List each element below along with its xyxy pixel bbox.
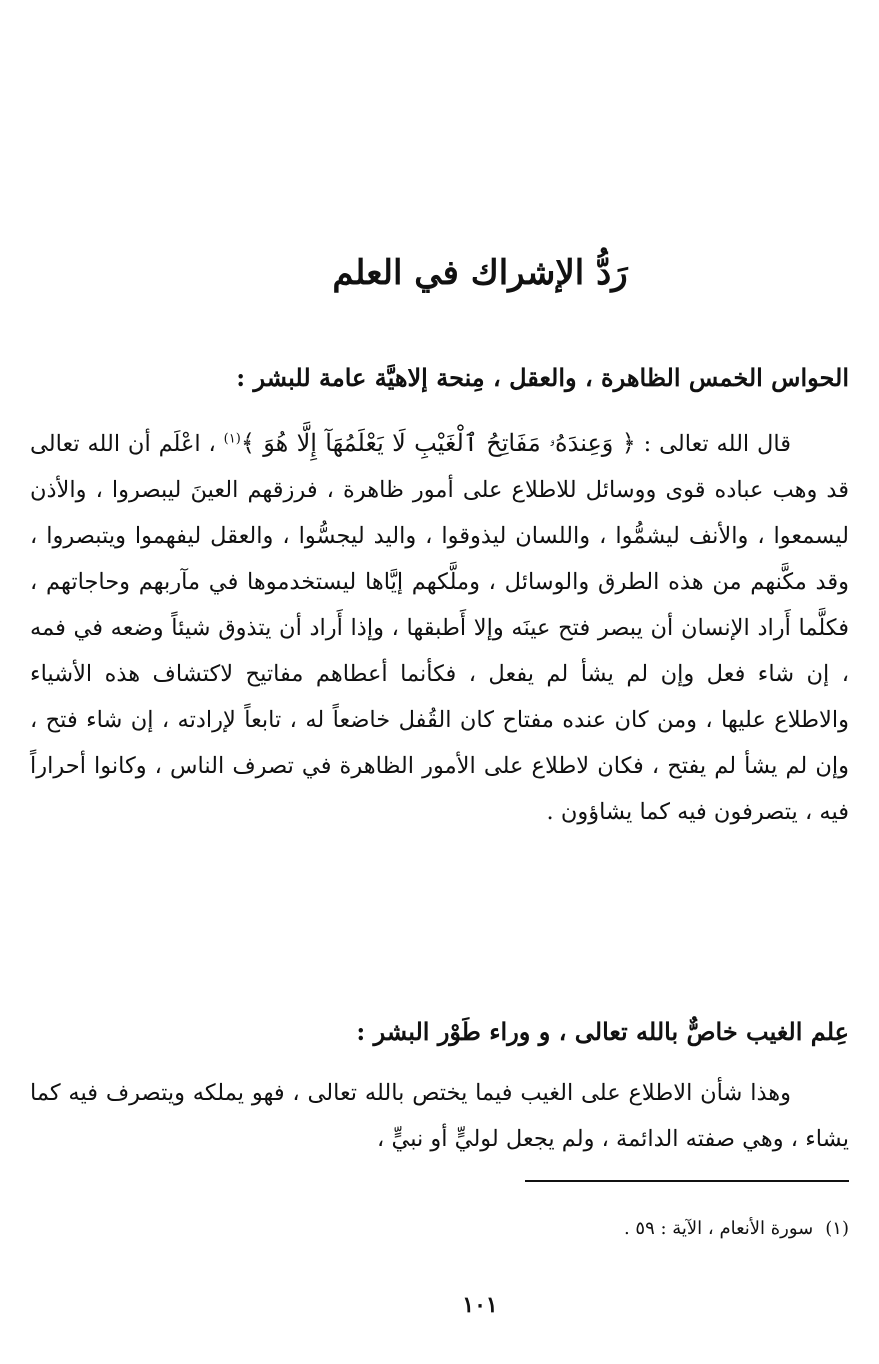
section-heading-senses: الحواس الخمس الظاهرة ، والعقل ، مِنحة إلاهيَّة عامة للبشر : (236, 363, 849, 392)
paragraph-unseen: وهذا شأن الاطلاع على الغيب فيما يختص بالله تعالى ، فهو يملكه ويتصرف فيه كما يشاء ، وهي صفته الدائمة ، ولم يجعل لوليٍّ أو نبيٍّ ، (30, 1080, 849, 1152)
footnote-number: (١) (825, 1218, 849, 1239)
footnote-reference: (١) (223, 431, 241, 447)
footnote-text: سورة الأنعام ، الآية : ٥٩ . (623, 1218, 814, 1239)
paragraph-body: اعْلَم أن الله تعالى قد وهب عباده قوى ووسائل للاطلاع على أمور ظاهرة ، فرزقهم العينَ ليبصروا ، والأذن ليسمعوا ، والأنف ليشمُّوا ، واللسان ليذوقوا ، واليد ليجسُّوا ، والعقل ليفهموا ويتبصروا ، وقد مكَّنهم من هذه الطرق والوسائل ، وملَّكهم إيَّاها ليستخدموها في مآربهم وحاجاتهم ، فكلَّما أَراد الإنسان أن يبصر فتح عينَه وإلا أَطبقها ، وإذا أَراد أن يتذوق شيئاً وضعه في فمه ، إن شاء فعل وإن لم يشأ لم يفعل ، فكأنما أعطاهم مفاتيح لاكتشاف هذه الأشياء والاطلاع عليها ، ومن كان عنده مفتاح كان القُفل خاضعاً له ، تابعاً لإرادته ، إن شاء فتح ، وإن لم يشأ لم يفتح ، فكان لاطلاع على الأمور الظاهرة في تصرف الناس ، وكانوا أحراراً فيه ، يتصرفون فيه كما يشاؤون . (30, 431, 849, 825)
footnote-divider (525, 1180, 849, 1182)
paragraph-senses (30, 420, 849, 835)
quran-verse: ﴿ وَعِندَهُۥ مَفَاتِحُ ٱلْغَيْبِ لَا يَعْلَمُهَآ إِلَّا هُوَ ﴾ (240, 429, 636, 457)
quran-intro: قال الله تعالى : (635, 431, 791, 457)
verse-separator: ، (200, 431, 224, 457)
footnote (30, 1214, 849, 1244)
page-title: رَدُّ الإشراك في العلم (332, 253, 628, 293)
section-heading-unseen: عِلم الغيب خاصٌّ بالله تعالى ، و وراء طَوْر البشر : (356, 1017, 849, 1046)
page-number: ١٠١ (462, 1292, 498, 1318)
